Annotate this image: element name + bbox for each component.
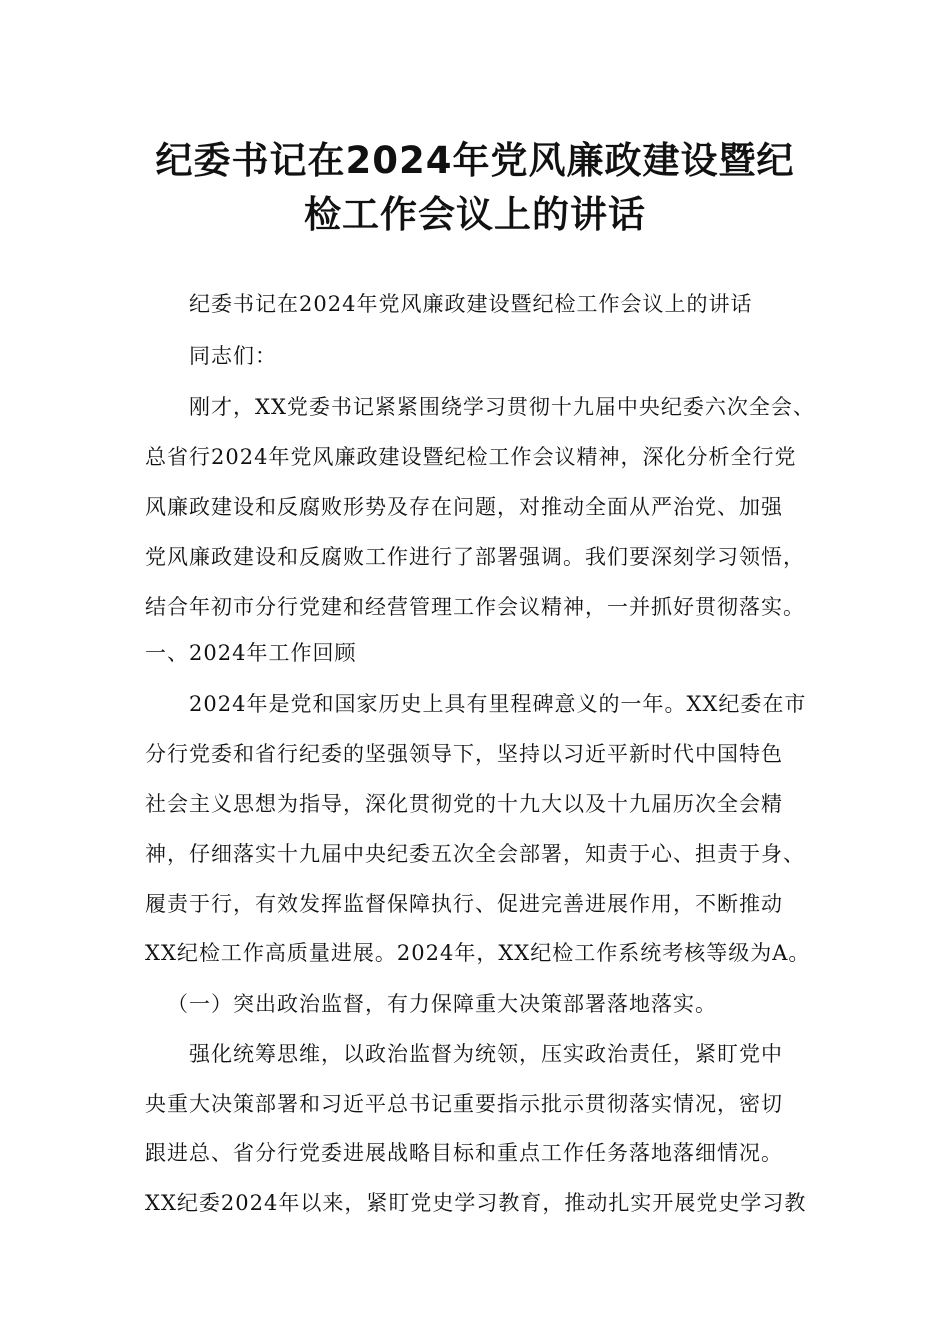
body-line: XX纪检工作高质量进展。2024年，XX纪检工作系统考核等级为A。 [145, 941, 811, 965]
body-line: 分行党委和省行纪委的坚强领导下，坚持以习近平新时代中国特色 [145, 742, 783, 766]
body-line: 2024年是党和国家历史上具有里程碑意义的一年。XX纪委在市 [189, 692, 807, 716]
body-line: 风廉政建设和反腐败形势及存在问题，对推动全面从严治党、加强 [145, 495, 783, 519]
section-heading: 一、2024年工作回顾 [145, 641, 357, 665]
body-line: 结合年初市分行党建和经营管理工作会议精神，一并抓好贯彻落实。 [145, 595, 805, 619]
body-line: 社会主义思想为指导，深化贯彻党的十九大以及十九届历次全会精 [145, 792, 783, 816]
body-line: 履责于行，有效发挥监督保障执行、促进完善进展作用，不断推动 [145, 892, 783, 916]
subtitle-line: 纪委书记在2024年党风廉政建设暨纪检工作会议上的讲话 [189, 292, 753, 316]
body-line: 神，仔细落实十九届中央纪委五次全会部署，知责于心、担责于身、 [145, 842, 805, 866]
body-line: 央重大决策部署和习近平总书记重要指示批示贯彻落实情况，密切 [145, 1092, 783, 1116]
body-line: 刚才，XX党委书记紧紧围绕学习贯彻十九届中央纪委六次全会、 [189, 395, 815, 419]
body-line: 跟进总、省分行党委进展战略目标和重点工作任务落地落细情况。 [145, 1141, 783, 1165]
body-line: XX纪委2024年以来，紧盯党史学习教育，推动扎实开展党史学习教 [145, 1191, 807, 1215]
body-line: 总省行2024年党风廉政建设暨纪检工作会议精神，深化分析全行党 [145, 445, 797, 469]
document-title-line-1: 纪委书记在2024年党风廉政建设暨纪 [155, 139, 795, 182]
salutation: 同志们： [189, 344, 277, 368]
body-line: 党风廉政建设和反腐败工作进行了部署强调。我们要深刻学习领悟， [145, 545, 805, 569]
document-title-line-2: 检工作会议上的讲话 [304, 193, 646, 236]
body-line: 强化统筹思维，以政治监督为统领，压实政治责任，紧盯党中 [189, 1042, 783, 1066]
subsection-heading: （一）突出政治监督，有力保障重大决策部署落地落实。 [167, 992, 717, 1016]
